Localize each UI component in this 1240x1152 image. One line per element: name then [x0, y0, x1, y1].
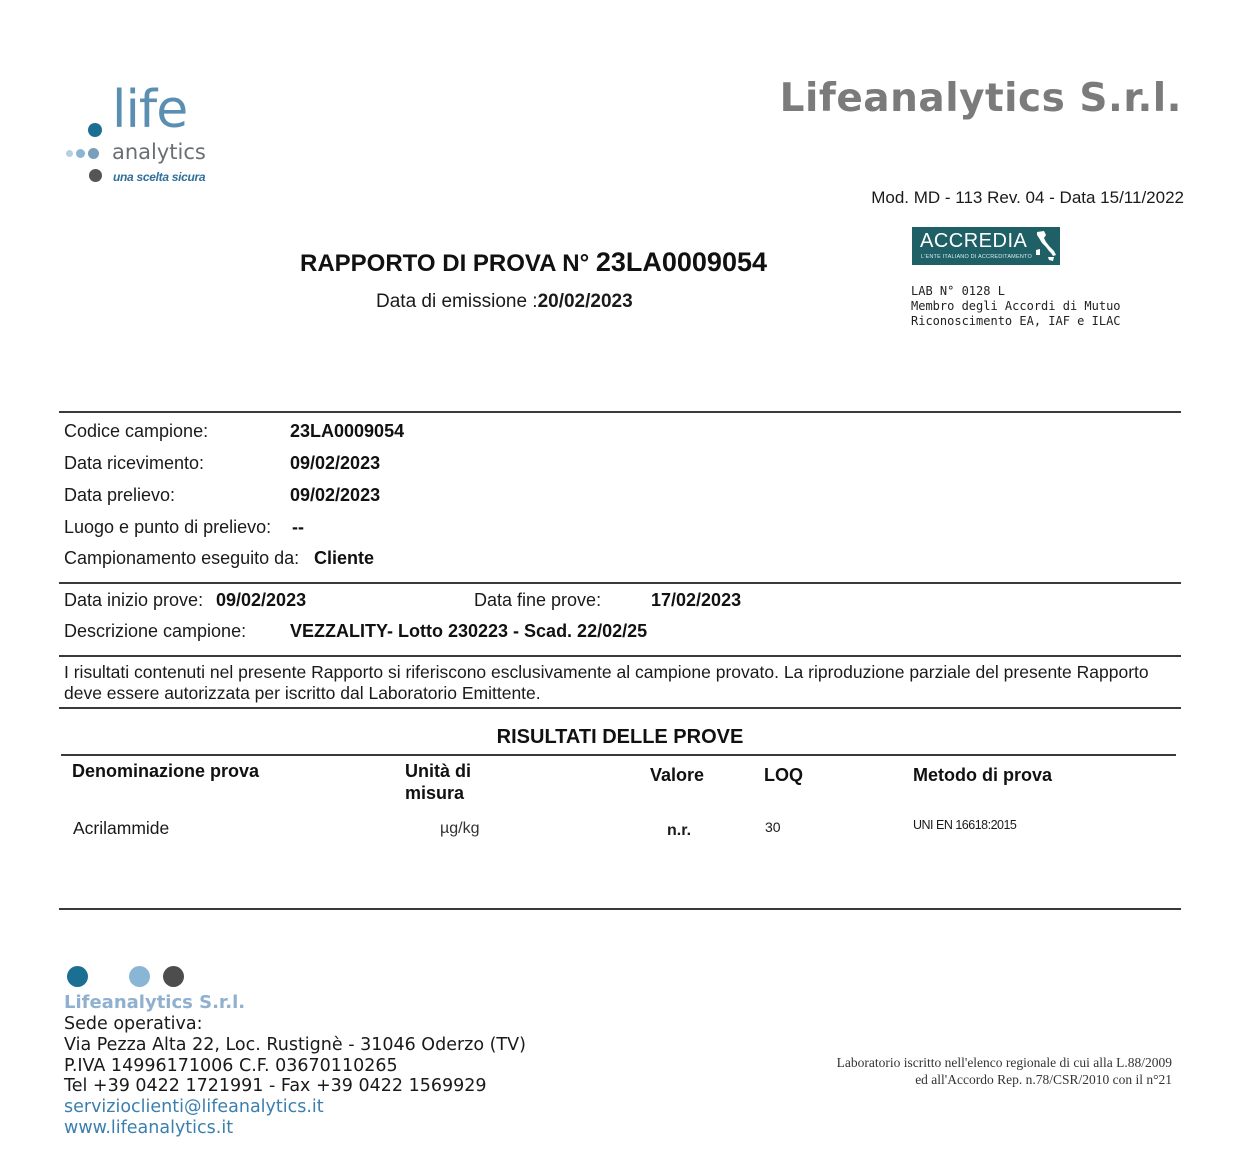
divider-results-header	[61, 754, 1176, 756]
accredia-logo-text: ACCREDIA	[920, 230, 1028, 252]
sampled-by-label: Campionamento eseguito da:	[64, 548, 300, 568]
footer-dot-1	[67, 966, 88, 987]
sample-code-value: 23LA0009054	[290, 421, 405, 441]
footer-dot-2	[129, 966, 150, 987]
company-title: Lifeanalytics S.r.l.	[779, 76, 1182, 121]
issue-date-label: Data di emissione :	[376, 291, 538, 312]
footer-address: Via Pezza Alta 22, Loc. Rustignè - 31046 Oderzo (TV)	[64, 1035, 526, 1055]
sampling-date-value: 09/02/2023	[290, 485, 381, 505]
italy-map-icon	[1034, 230, 1058, 263]
footer-email-link[interactable]: servizioclienti@lifeanalytics.it	[64, 1097, 324, 1117]
document-model-line: Mod. MD - 113 Rev. 04 - Data 15/11/2022	[871, 188, 1184, 207]
description-value: VEZZALITY- Lotto 230223 - Scad. 22/02/25	[290, 621, 648, 641]
accredia-member-line1: Membro degli Accordi di Mutuo	[911, 299, 1121, 313]
footer-company-name: Lifeanalytics S.r.l.	[64, 992, 246, 1013]
col-header-value: Valore	[650, 765, 705, 785]
logo-tagline: una scelta sicura	[113, 170, 206, 184]
accredia-logo	[912, 227, 1060, 265]
test-start-value: 09/02/2023	[216, 590, 307, 610]
logo-dot-main	[88, 123, 102, 137]
divider-description	[59, 655, 1181, 657]
logo-dot-2	[76, 149, 85, 158]
report-number: 23LA0009054	[595, 247, 767, 277]
test-start-label: Data inizio prove:	[64, 590, 204, 610]
report-title	[300, 247, 767, 278]
col-header-unit-line2: misura	[405, 783, 465, 803]
footer-registry-note	[837, 1054, 1172, 1088]
issue-date-line	[376, 291, 633, 313]
divider-sample	[59, 582, 1181, 584]
cell-value: n.r.	[667, 822, 692, 839]
col-header-unit-line1: Unità di	[405, 761, 471, 781]
description-label: Descrizione campione:	[64, 621, 247, 641]
footer-website-link[interactable]: www.lifeanalytics.it	[64, 1118, 234, 1138]
cell-unit: µg/kg	[440, 820, 480, 837]
cell-test: Acrilammide	[73, 818, 170, 838]
divider-notice	[59, 707, 1181, 709]
sampling-date-label: Data prelievo:	[64, 485, 176, 505]
accredia-info	[911, 284, 1121, 329]
sampling-place-value: --	[292, 517, 304, 537]
logo-dot-dark	[89, 169, 102, 182]
footer-phone-fax: Tel +39 0422 1721991 - Fax +39 0422 1569929	[64, 1076, 487, 1096]
logo-word-life: life	[112, 80, 188, 140]
col-header-loq: LOQ	[764, 765, 803, 785]
footer-dot-3	[163, 966, 184, 987]
logo-dot-1	[66, 150, 73, 157]
cell-method: UNI EN 16618:2015	[913, 818, 1017, 832]
received-date-label: Data ricevimento:	[64, 453, 205, 473]
test-end-value: 17/02/2023	[651, 590, 742, 610]
accredia-member-line2: Riconoscimento EA, IAF e ILAC	[911, 314, 1121, 328]
sampling-place-label: Luogo e punto di prelievo:	[64, 517, 272, 537]
footer-registry-line2: ed all'Accordo Rep. n.78/CSR/2010 con il n°21	[915, 1072, 1172, 1087]
logo-word-analytics: analytics	[112, 140, 206, 164]
footer-vat: P.IVA 14996171006 C.F. 03670110265	[64, 1056, 398, 1076]
footer-registry-line1: Laboratorio iscritto nell'elenco regionale di cui alla L.88/2009	[836, 1055, 1172, 1070]
report-title-prefix: RAPPORTO DI PROVA N°	[300, 250, 590, 277]
table-row	[0, 815, 1240, 845]
col-header-method: Metodo di prova	[913, 765, 1052, 785]
results-title: RISULTATI DELLE PROVE	[496, 726, 744, 748]
issue-date-value: 20/02/2023	[537, 291, 633, 312]
received-date-value: 09/02/2023	[290, 453, 381, 473]
col-header-test: Denominazione prova	[72, 761, 260, 781]
disclaimer-notice: I risultati contenuti nel presente Rapporto si riferiscono esclusivamente al campione provato. La riproduzione parziale del presente Rapporto deve essere autorizzata per iscritto dal Laboratorio Emittente.	[64, 662, 1149, 703]
accredia-logo-subtext: L'ENTE ITALIANO DI ACCREDITAMENTO	[921, 254, 1032, 260]
divider-top	[59, 411, 1181, 413]
logo-dot-3	[88, 148, 99, 159]
sample-code-label: Codice campione:	[64, 421, 209, 441]
footer-address-heading: Sede operativa:	[64, 1014, 203, 1034]
col-header-unit	[405, 760, 471, 804]
sampled-by-value: Cliente	[314, 548, 375, 568]
test-end-label: Data fine prove:	[474, 590, 602, 610]
cell-loq: 30	[765, 819, 781, 835]
divider-bottom	[59, 908, 1181, 910]
accredia-lab-number: LAB N° 0128 L	[911, 284, 1005, 298]
